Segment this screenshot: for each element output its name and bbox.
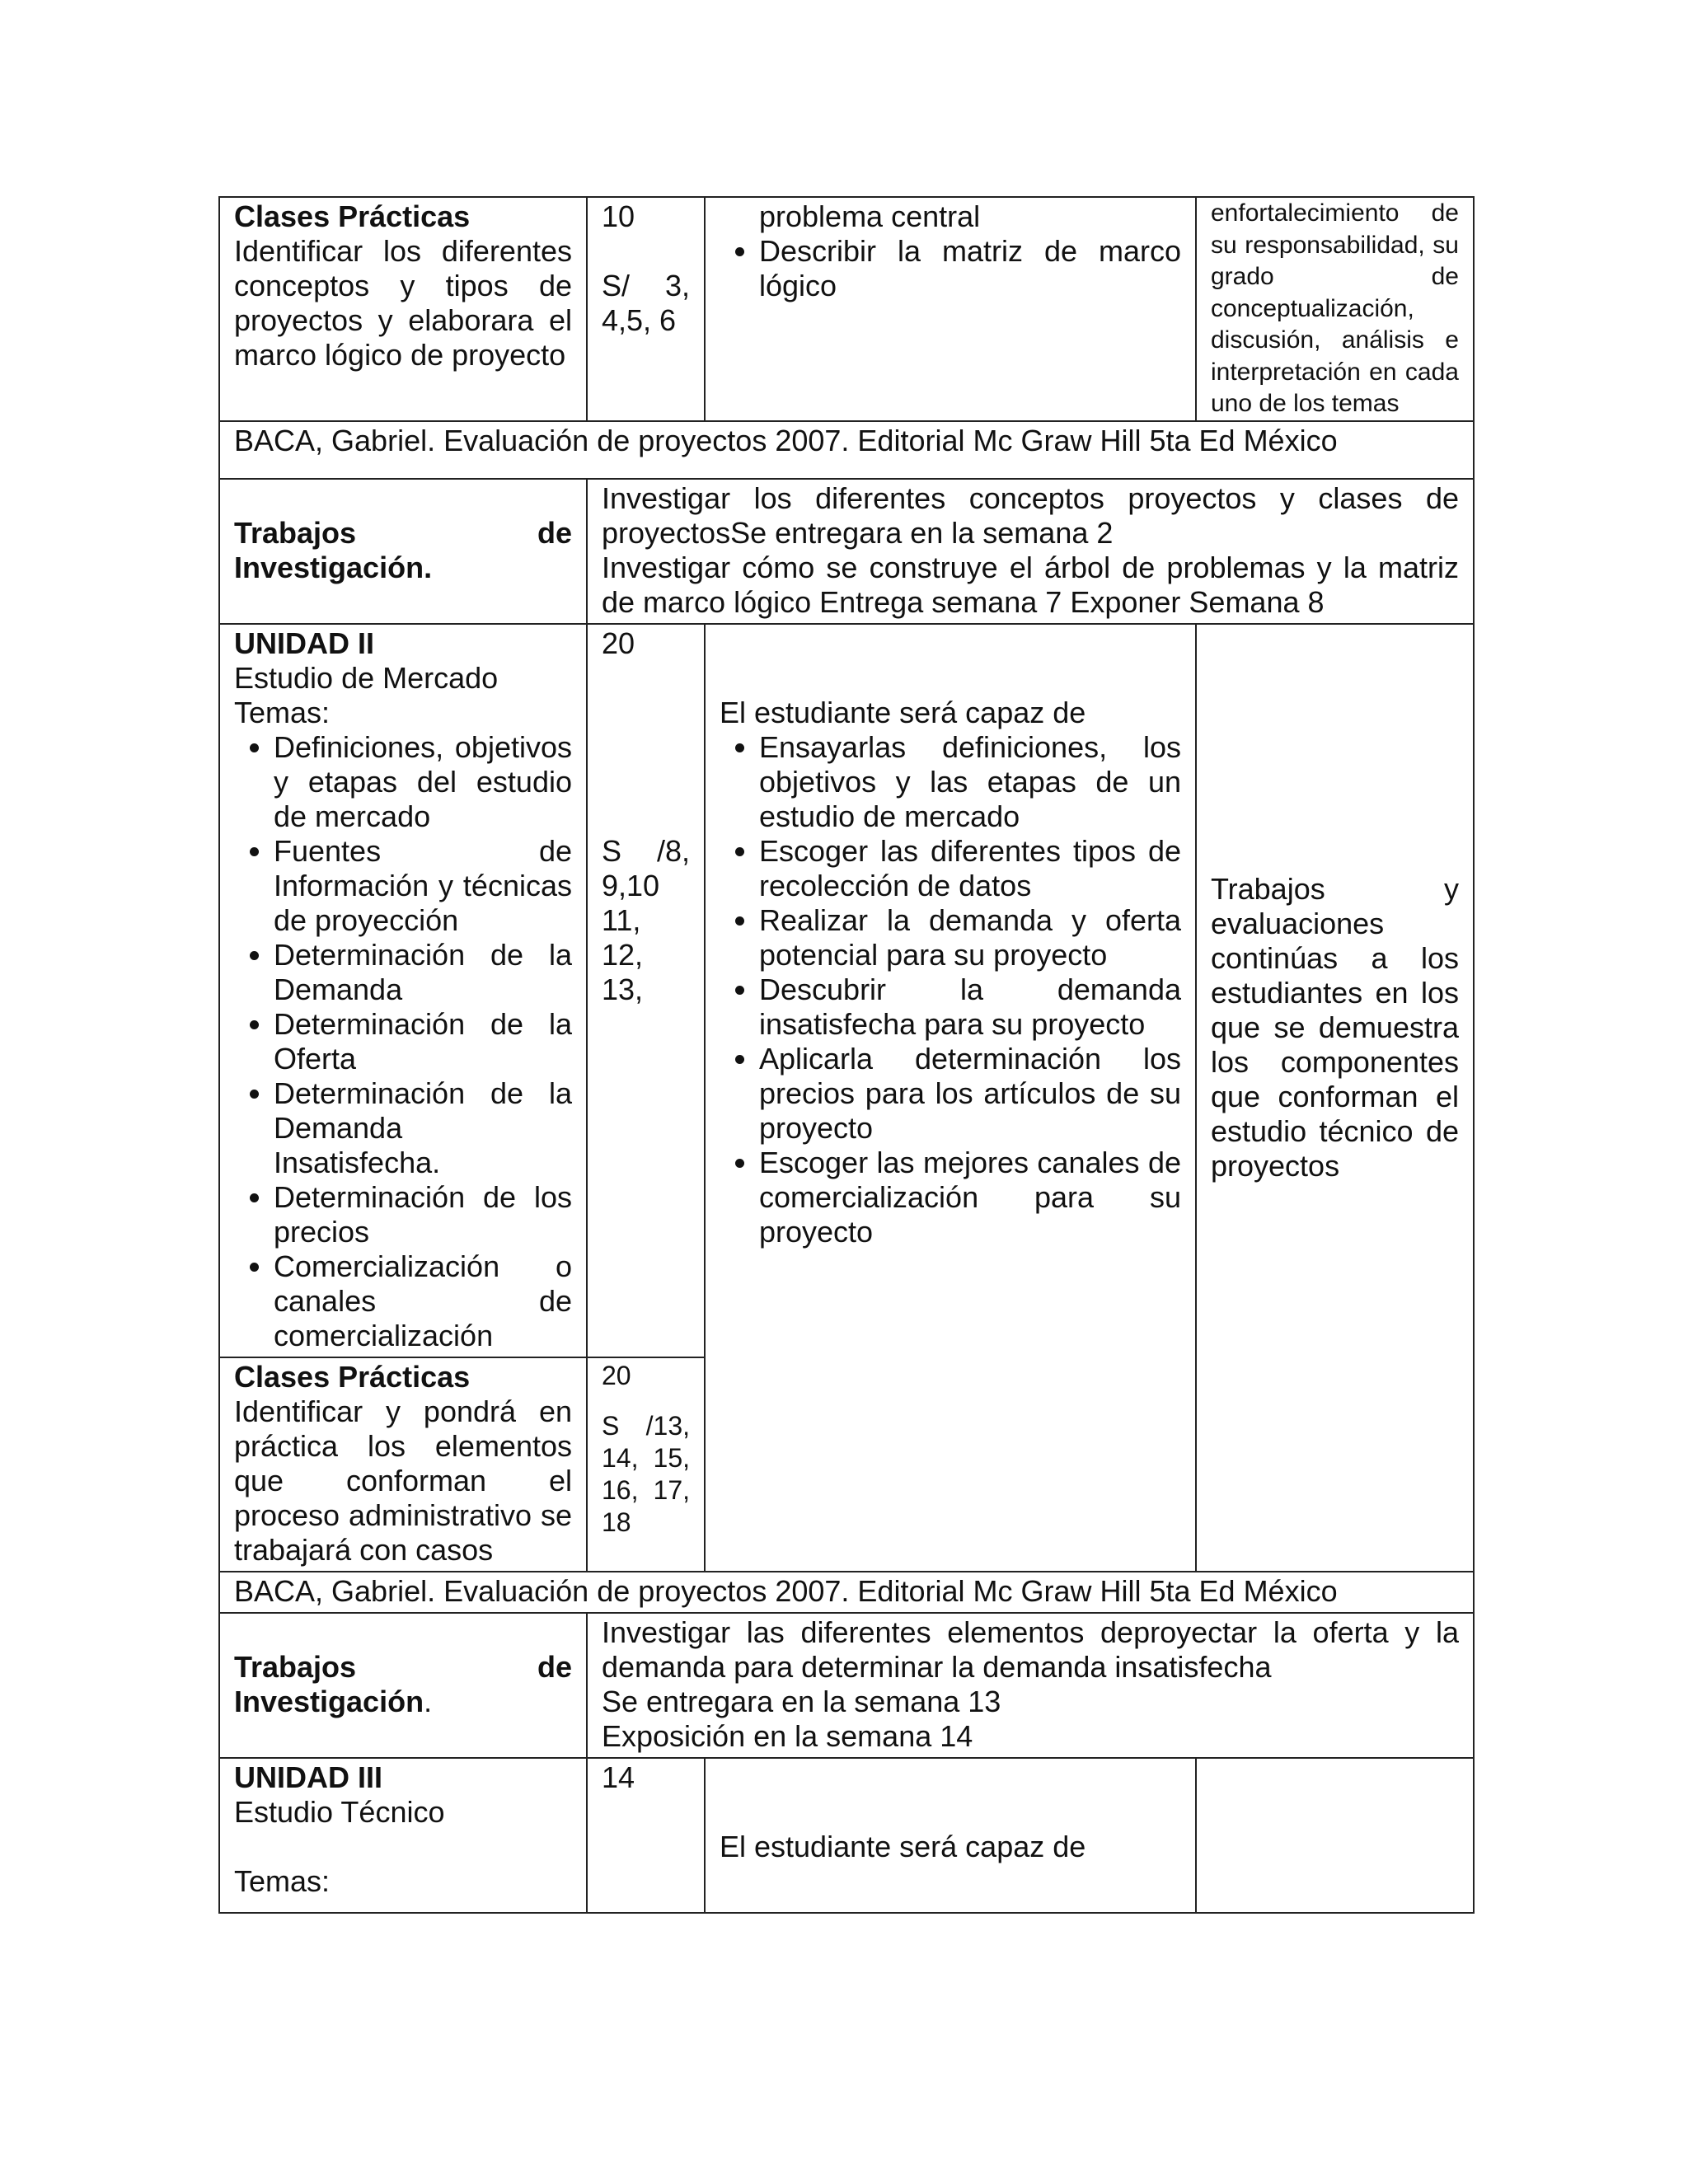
- research-line: Investigar los diferentes conceptos proyectos y clases de proyectosSe entregara en la semana 2: [602, 480, 1459, 550]
- evaluation-text: Trabajos y evaluaciones continúas a los estudiantes en los que se demuestra los componentes que conforman el estudio técnico de proyectos: [1211, 871, 1459, 1183]
- unit-title: UNIDAD II: [234, 626, 374, 660]
- research-line: Se entregara en la semana 13: [602, 1684, 1001, 1718]
- research-label-cell: [219, 479, 587, 624]
- syllabus-table: [218, 196, 1475, 1914]
- research-row-1: [219, 479, 1474, 624]
- list-item: • Comercialización o canales de comercialización: [274, 1249, 572, 1353]
- hours-cell: [587, 624, 705, 1357]
- hours-value: 20: [602, 1360, 631, 1390]
- evaluation-cell: [1196, 197, 1474, 421]
- hours-cell: [587, 1758, 705, 1913]
- objectives-list: [720, 234, 1181, 303]
- objectives-list: [720, 730, 1181, 1249]
- weeks-value: S/ 3, 4,5, 6: [602, 269, 690, 337]
- unit-subtitle: Estudio de Mercado: [234, 660, 499, 695]
- unit-title: UNIDAD III: [234, 1760, 382, 1794]
- objective-continuation: problema central: [759, 199, 981, 233]
- objectives-cell: [705, 624, 1196, 1572]
- research-label: Trabajos de Investigación.: [234, 515, 572, 584]
- objectives-cell: [705, 197, 1196, 421]
- list-item: • Determinación de los precios: [274, 1180, 572, 1249]
- unit-row-2: [219, 624, 1474, 1357]
- reference-row-1: [219, 421, 1474, 479]
- evaluation-cell: [1196, 624, 1474, 1572]
- practice-description-cell: [219, 1357, 587, 1572]
- hours-cell: [587, 1357, 705, 1572]
- research-row-2: [219, 1613, 1474, 1758]
- unit-subtitle: Estudio Técnico: [234, 1794, 445, 1829]
- reference-row-2: [219, 1572, 1474, 1613]
- reference-text: BACA, Gabriel. Evaluación de proyectos 2007. Editorial Mc Graw Hill 5ta Ed México: [234, 1573, 1338, 1608]
- weeks-value: S /8, 9,10 11, 12, 13,: [602, 833, 690, 1006]
- weeks-value: S /13, 14, 15, 16, 17, 18: [602, 1410, 690, 1537]
- research-content-cell: [587, 479, 1474, 624]
- research-label-cell: [219, 1613, 587, 1758]
- research-label-tail: .: [424, 1684, 433, 1718]
- unit-row-3: [219, 1758, 1474, 1913]
- unit-topics-cell: [219, 1758, 587, 1913]
- practice-text: Identificar y pondrá en práctica los elementos que conforman el proceso administrativo se trabajará con casos: [234, 1394, 572, 1567]
- evaluation-text: enfortalecimiento de su responsabilidad, su grado de conceptualización, discusión, análisis e interpretación en cada uno de los temas: [1211, 199, 1459, 417]
- practice-heading: Clases Prácticas: [234, 1359, 471, 1394]
- research-line: Exposición en la semana 14: [602, 1718, 973, 1753]
- list-item: • Ensayarlas definiciones, los objetivos y las etapas de un estudio de mercado: [759, 730, 1181, 834]
- list-item: • Definiciones, objetivos y etapas del estudio de mercado: [274, 730, 572, 834]
- reference-cell: [219, 1572, 1474, 1613]
- practice-heading: Clases Prácticas: [234, 199, 471, 233]
- reference-cell: [219, 421, 1474, 479]
- topics-label: Temas:: [234, 1863, 331, 1898]
- list-item: • Describir la matriz de marco lógico: [759, 234, 1181, 303]
- syllabus-page: [218, 196, 1473, 1914]
- hours-value: 14: [602, 1760, 635, 1794]
- research-label: Trabajos de Investigación: [234, 1649, 572, 1718]
- practice-description-cell: [219, 197, 587, 421]
- reference-text: BACA, Gabriel. Evaluación de proyectos 2007. Editorial Mc Graw Hill 5ta Ed México: [234, 423, 1338, 457]
- unit-topics-cell: [219, 624, 587, 1357]
- topics-list: [234, 730, 572, 1353]
- research-line: Investigar cómo se construye el árbol de problemas y la matriz de marco lógico Entrega semana 7 Exponer Semana 8: [602, 550, 1459, 619]
- list-item: • Escoger las mejores canales de comercialización para su proyecto: [759, 1146, 1181, 1249]
- research-content-cell: [587, 1613, 1474, 1758]
- evaluation-cell: [1196, 1758, 1474, 1913]
- objectives-intro: El estudiante será capaz de: [720, 695, 1086, 729]
- list-item: • Fuentes de Información y técnicas de proyección: [274, 834, 572, 938]
- practice-text: Identificar los diferentes conceptos y tipos de proyectos y elaborara el marco lógico de proyecto: [234, 234, 572, 372]
- hours-value: 20: [602, 626, 635, 660]
- list-item: • Determinación de la Demanda Insatisfecha.: [274, 1076, 572, 1180]
- list-item: • Determinación de la Demanda: [274, 938, 572, 1007]
- list-item: • Escoger las diferentes tipos de recolección de datos: [759, 834, 1181, 903]
- objectives-intro: El estudiante será capaz de: [720, 1829, 1086, 1863]
- hours-cell: [587, 197, 705, 421]
- list-item: • Realizar la demanda y oferta potencial para su proyecto: [759, 903, 1181, 972]
- objectives-cell: [705, 1758, 1196, 1913]
- hours-value: 10: [602, 199, 635, 233]
- list-item: • Determinación de la Oferta: [274, 1007, 572, 1076]
- practice-row-1: [219, 197, 1474, 421]
- list-item: • Aplicarla determinación los precios para los artículos de su proyecto: [759, 1042, 1181, 1146]
- research-line: Investigar las diferentes elementos deproyectar la oferta y la demanda para determinar la demanda insatisfecha: [602, 1615, 1459, 1684]
- list-item: • Descubrir la demanda insatisfecha para su proyecto: [759, 972, 1181, 1042]
- topics-label: Temas:: [234, 695, 331, 729]
